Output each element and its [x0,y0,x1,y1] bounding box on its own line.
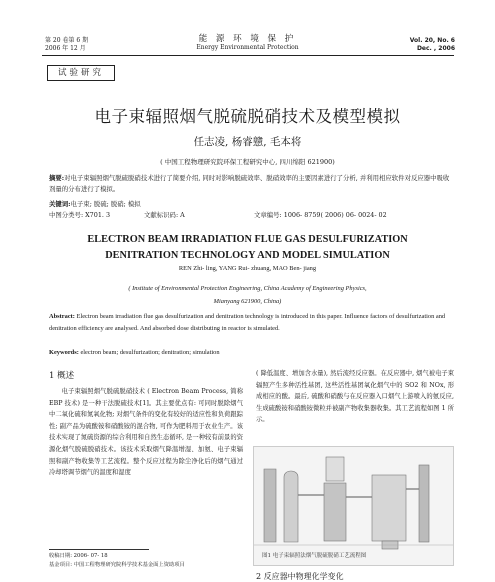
clc-number: 中图分类号: X701. 3 [49,211,111,219]
title-en-line1: ELECTRON BEAM IRRADIATION FLUE GAS DESULFURIZATION [87,234,408,245]
header-volume-cn [45,37,88,53]
authors-cn: 任志凌, 杨睿戆, 毛本将 [193,136,302,148]
article-title-cn: 电子束辐照烟气脱硫脱硝技术及模型模拟 [94,107,401,126]
header-journal [160,34,335,52]
keywords-en [49,349,451,356]
footnote-fund: 基金项目: 中国工程物理研究院科学技术基金面上资助项目 [49,562,185,568]
journal-name-en: Energy Environmental Protection [196,44,299,51]
article-number: 文章编号: 1006- 8759( 2006) 06- 0024- 02 [254,211,387,219]
volume-cn: 第 20 卷第 6 期 [45,37,89,44]
header-volume-en [410,37,455,53]
figure-1-caption: 图1 电子束辐照法烟气脱硫脱硝工艺流程图 [262,553,367,559]
document-code: 文献标识码: A [144,211,185,219]
section-2-heading: 2 反应器中物理化学变化 [256,572,344,581]
header-rule [42,55,454,56]
abstract-en-label: Abstract: [49,313,75,320]
affiliation-cn: ( 中国工程物理研究院环保工程研究中心, 四川绵阳 621900) [160,158,335,166]
keywords-cn-label: 关键词: [49,200,71,208]
affiliation-en-line1: ( Institute of Environmental Protection Engineering, China Academy of Engineering Physics, [128,285,367,292]
abstract-en-line2: in this paper. Influence factors of desulfurization and denitration efficiency are analysed. And absorbed dose distributing in reactor is simulated. [49,313,446,332]
section-1-left-column: 电子束辐照烟气脱硫脱硝技术 ( Electron Beam Process, 简称 EBP 技术) 是一种干法脱硫技术[1]。其主要优点有: 可同时脱除烟气中二氧化硫和氮氧化物; 对烟气条件的变化有较好的适应性和负荷跟踪性; 副产品为硫酸铵和硝酸铵的混合物, 可作为肥料用于农业生产。该技术实现了氮硫资源的综合利用和自然生态循环, 是一种较有前景的资源化烟气脱硫脱硝技术。该技术采取烟气降温增湿、加氨、电子束辐照和副产物收集等工艺流程。整个反应过程为除尘净化后的烟气通过冷却塔调节烟气的温度和湿度 [49,388,243,477]
affiliation-en [55,282,440,308]
abstract-en-line1: Electron beam irradiation flue gas desulfurization and denitration technology is introduced [76,313,309,320]
keywords-cn-text: 电子束; 脱硫; 脱硝; 模拟 [70,200,141,208]
authors-en: REN Zhi- ling, YANG Rui- zhuang, MAO Ben- jiang [178,265,317,272]
section-tag: 试验研究 [47,65,115,81]
keywords-en-text: electron beam; desulfurization; denitration; simulation [80,349,220,356]
abstract-cn [49,173,454,194]
footnote-rule [49,549,149,550]
volume-en: Vol. 20, No. 6 [409,37,455,44]
journal-name-cn: 能 源 环 境 保 护 [198,34,297,44]
abstract-cn-label: 摘要: [49,174,65,182]
article-title-en [45,232,450,264]
date-en: Dec. , 2006 [416,45,455,52]
title-en-line2: DENITRATION TECHNOLOGY AND MODEL SIMULATION [105,250,390,261]
date-cn: 2006 年 12 月 [45,45,86,52]
process-diagram-drawing [254,447,453,565]
affiliation-en-line2: Mianyang 621900, China) [213,298,282,305]
keywords-en-label: Keywords: [49,349,79,356]
figure-1-process-diagram [253,446,454,566]
abstract-cn-text: 对电子束辐照烟气脱硫脱硝技术进行了简要介绍, 同时对影响脱硫效率、脱硝效率的主要因素进行了分析, 并利用相应软件对反应器中吸收剂量的分布进行了模拟。 [49,174,450,193]
keywords-cn [49,199,141,209]
abstract-en [49,311,451,334]
section-1-right-column: ( 降低温度、增加含水量), 然后流经反应器。在反应器中, 烟气被电子束辐照产生多种活性基团, 这些活性基团氧化烟气中的 SO2 和 NOx, 形成相应的酸。最后, 硫酸和硝酸与在反应器入口烟气上游喷入的氨反应, 生成硫酸铵和硝酸铵微粒并被副产物收集器收集。其工艺流程如图 1 所示。 [256,370,454,424]
section-1-heading: 1 概述 [49,371,75,381]
footnote-received: 收稿日期: 2006- 07- 18 [49,553,108,559]
